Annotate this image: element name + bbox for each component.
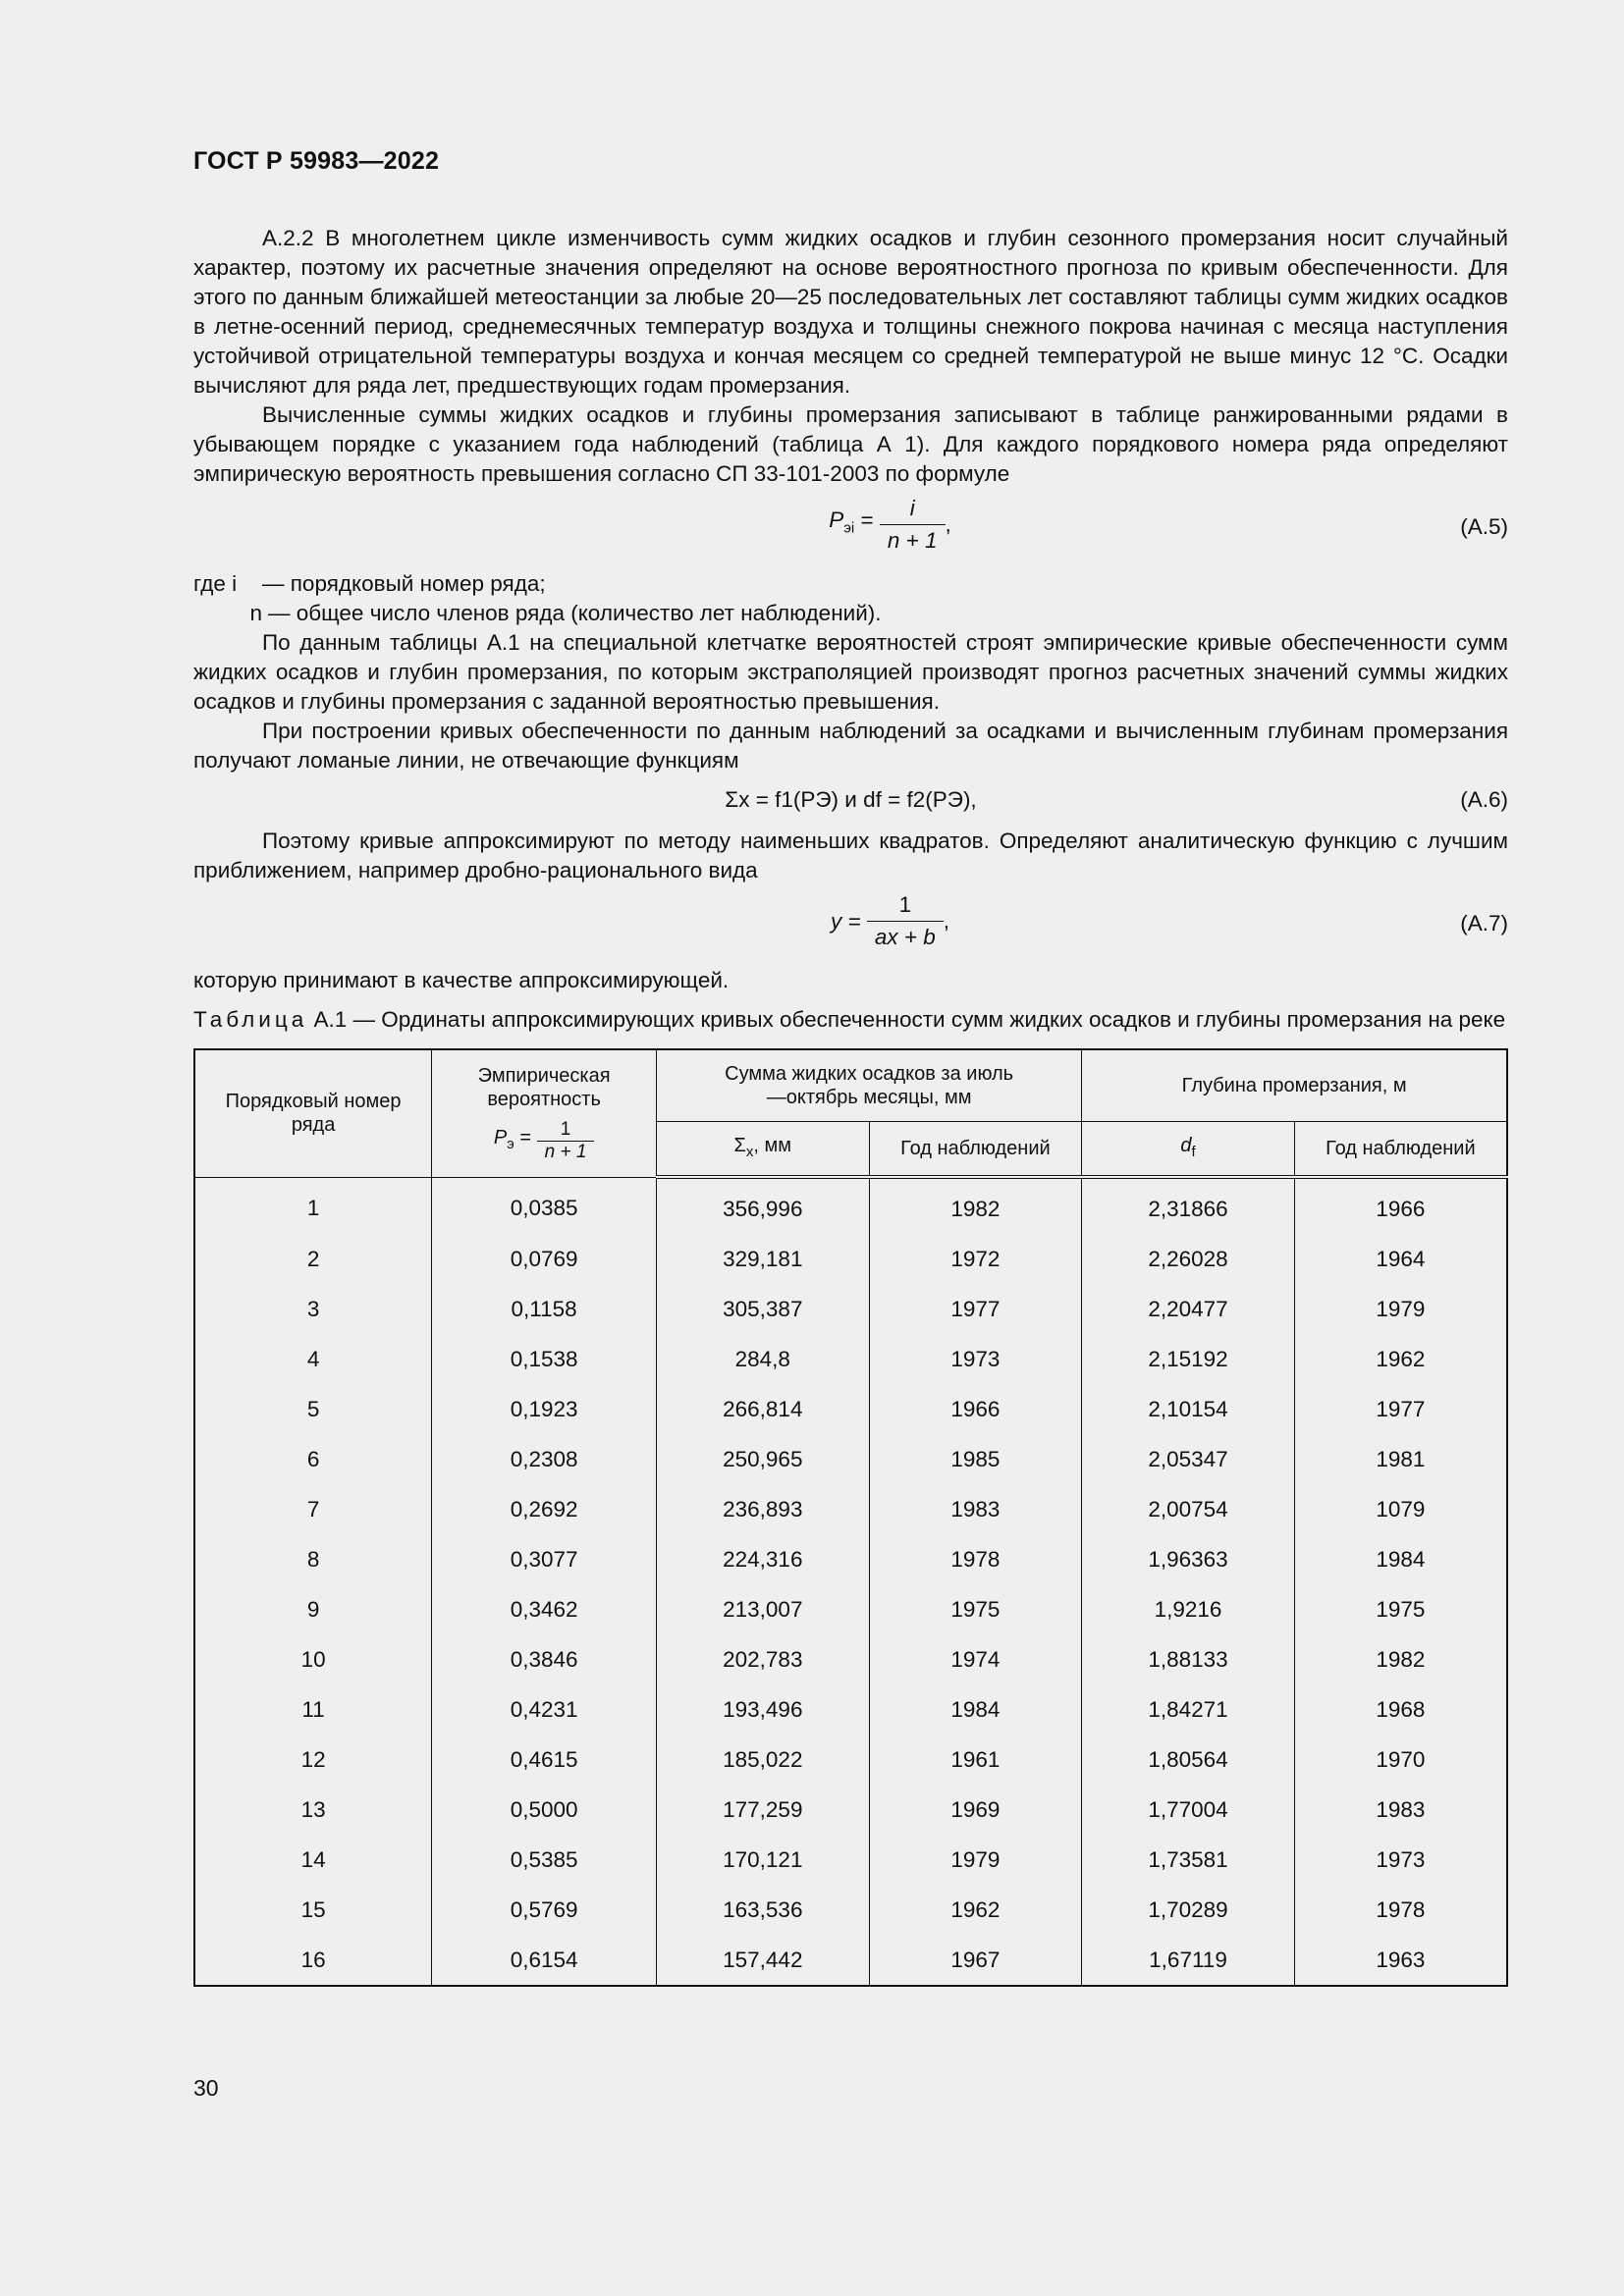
table-cell: 193,496 <box>657 1684 870 1735</box>
table-cell: 224,316 <box>657 1534 870 1584</box>
table-cell: 0,5385 <box>432 1835 657 1885</box>
table-cell: 2,00754 <box>1082 1484 1295 1534</box>
formula-a6 <box>193 781 1508 821</box>
table-cell: 157,442 <box>657 1935 870 1986</box>
table-cell: 1967 <box>869 1935 1082 1986</box>
table-caption-text: А.1 — Ординаты аппроксимирующих кривых обеспеченности сумм жидких осадков и глубины промерзания на реке <box>307 1007 1506 1032</box>
table-cell: 1984 <box>869 1684 1082 1735</box>
table-cell: 1972 <box>869 1234 1082 1284</box>
table-cell: 0,4615 <box>432 1735 657 1785</box>
table-cell: 16 <box>194 1935 432 1986</box>
table-cell: 329,181 <box>657 1234 870 1284</box>
paragraph-accepted: которую принимают в качестве аппроксимирующей. <box>193 968 730 992</box>
table-cell: 2 <box>194 1234 432 1284</box>
table-cell: 170,121 <box>657 1835 870 1885</box>
table-cell: 1964 <box>1294 1234 1507 1284</box>
formula-a7-label: (А.7) <box>1460 911 1508 935</box>
where-i-key: где i <box>193 571 238 596</box>
col-header-df <box>1082 1122 1295 1178</box>
table-cell: 356,996 <box>657 1177 870 1234</box>
table-cell: 1961 <box>869 1735 1082 1785</box>
table-cell: 3 <box>194 1284 432 1334</box>
col-group-freezing-depth: Глубина промерзания, м <box>1082 1049 1507 1122</box>
table-cell: 13 <box>194 1785 432 1835</box>
formula-a5-lhs-sub: эi <box>843 519 855 537</box>
table-row <box>194 1234 1507 1284</box>
formula-a5-lhs: P <box>829 507 844 533</box>
table-cell: 0,3462 <box>432 1584 657 1634</box>
table-cell: 0,2308 <box>432 1434 657 1484</box>
table-cell: 1,88133 <box>1082 1634 1295 1684</box>
col-header-probability-formula: $P_э$ = $\frac{1}{n + 1}$ <box>433 1119 655 1163</box>
table-row <box>194 1177 1507 1234</box>
paragraph-broken-lines: При построении кривых обеспеченности по данным наблюдений за осадками и вычисленным глубинам промерзания получают ломаные линии, не отвечающие функциям <box>193 719 1508 773</box>
prob-formula-fraction <box>537 1119 595 1163</box>
table-row <box>194 1785 1507 1835</box>
table-cell: 1975 <box>1294 1584 1507 1634</box>
table-cell: 1,67119 <box>1082 1935 1295 1986</box>
table-cell: 1974 <box>869 1634 1082 1684</box>
table-row <box>194 1534 1507 1584</box>
table-cell: 1,96363 <box>1082 1534 1295 1584</box>
table-cell: 1982 <box>1294 1634 1507 1684</box>
table-cell: 1983 <box>1294 1785 1507 1835</box>
table-row <box>194 1935 1507 1986</box>
data-table <box>193 1048 1508 1987</box>
table-row <box>194 1835 1507 1885</box>
table-cell: 202,783 <box>657 1634 870 1684</box>
col-group-precipitation: Сумма жидких осадков за июль—октябрь месяцы, мм <box>657 1049 1082 1122</box>
table-cell: 6 <box>194 1434 432 1484</box>
table-cell: 0,5000 <box>432 1785 657 1835</box>
where-block <box>193 569 1508 628</box>
table-cell: 305,387 <box>657 1284 870 1334</box>
table-cell: 1,80564 <box>1082 1735 1295 1785</box>
table-cell: 1985 <box>869 1434 1082 1484</box>
table-cell: 1969 <box>869 1785 1082 1835</box>
table-cell: 1079 <box>1294 1484 1507 1534</box>
table-row <box>194 1484 1507 1534</box>
table-cell: 0,1538 <box>432 1334 657 1384</box>
where-n-text: — общее число членов ряда (количество лет наблюдений). <box>268 601 882 625</box>
table-cell: 266,814 <box>657 1384 870 1434</box>
table-cell: 1963 <box>1294 1935 1507 1986</box>
formula-a6-text: Σx = f1(PЭ) и df = f2(PЭ), <box>725 787 977 812</box>
table-cell: 0,2692 <box>432 1484 657 1534</box>
prob-formula-den: n + 1 <box>544 1141 587 1162</box>
table-cell: 0,0769 <box>432 1234 657 1284</box>
table-cell: 1962 <box>1294 1334 1507 1384</box>
table-cell: 1978 <box>869 1534 1082 1584</box>
col-header-probability <box>432 1049 657 1177</box>
document-body <box>193 224 1508 1987</box>
formula-a7-tail: , <box>943 908 950 934</box>
where-i-text: — порядковый номер ряда; <box>262 571 546 596</box>
table-cell: 1984 <box>1294 1534 1507 1584</box>
table-cell: 0,1158 <box>432 1284 657 1334</box>
col-header-year-precip: Год наблюдений <box>869 1122 1082 1178</box>
table-cell: 10 <box>194 1634 432 1684</box>
table-cell: 1979 <box>869 1835 1082 1885</box>
table-cell: 1973 <box>1294 1835 1507 1885</box>
table-cell: 1,70289 <box>1082 1885 1295 1935</box>
formula-a7-numerator: 1 <box>867 889 944 922</box>
table-row <box>194 1735 1507 1785</box>
table-cell: 1981 <box>1294 1434 1507 1484</box>
table-caption <box>193 1005 1508 1035</box>
table-cell: 0,4231 <box>432 1684 657 1735</box>
table-cell: 1966 <box>869 1384 1082 1434</box>
table-cell: 1,9216 <box>1082 1584 1295 1634</box>
table-cell: 1,73581 <box>1082 1835 1295 1885</box>
table-cell: 1,77004 <box>1082 1785 1295 1835</box>
page-number: 30 <box>193 2075 219 2101</box>
table-cell: 1978 <box>1294 1885 1507 1935</box>
table-cell: 1983 <box>869 1484 1082 1534</box>
sigma-symbol: Σ <box>733 1134 746 1156</box>
col-header-probability-label: Эмпирическая вероятность <box>477 1064 611 1110</box>
table-caption-prefix: Таблица <box>193 1007 308 1032</box>
table-cell: 1 <box>194 1177 432 1234</box>
table-row <box>194 1284 1507 1334</box>
paragraph-approx: Поэтому кривые аппроксимируют по методу наименьших квадратов. Определяют аналитическую функцию с лучшим приближением, например дробно-рационального вида <box>193 828 1508 882</box>
prob-formula-num: 1 <box>537 1119 595 1142</box>
formula-a6-label: (А.6) <box>1460 787 1508 812</box>
table-cell: 9 <box>194 1584 432 1634</box>
table-cell: 0,3077 <box>432 1534 657 1584</box>
formula-a5: $P_{эi}$ = $\frac{i}{n + 1}$ , (А.5) <box>193 493 1508 569</box>
table-row <box>194 1634 1507 1684</box>
table-cell: 2,20477 <box>1082 1284 1295 1334</box>
formula-a5-fraction <box>880 493 946 557</box>
table-cell: 7 <box>194 1484 432 1534</box>
where-n-row <box>193 599 1508 628</box>
formula-a7-denominator: ax + b <box>874 925 936 949</box>
where-n-key: n <box>249 601 262 625</box>
paragraph-ranking: Вычисленные суммы жидких осадков и глубины промерзания записывают в таблице ранжированными рядами в убывающем порядке с указанием года наблюдений (таблица А 1). Для каждого порядкового номера ряда определяют эмпирическую вероятность превышения согласно СП 33-101-2003 по формуле <box>193 402 1508 486</box>
formula-a5-tail: , <box>945 511 951 537</box>
table-cell: 2,31866 <box>1082 1177 1295 1234</box>
prob-formula-lhs: P <box>493 1126 508 1148</box>
table-cell: 5 <box>194 1384 432 1434</box>
table-cell: 2,10154 <box>1082 1384 1295 1434</box>
table-cell: 14 <box>194 1835 432 1885</box>
table-cell: 1982 <box>869 1177 1082 1234</box>
table-cell: 2,26028 <box>1082 1234 1295 1284</box>
sigma-sub: x <box>745 1143 754 1160</box>
table-cell: 8 <box>194 1534 432 1584</box>
table-cell: 1,84271 <box>1082 1684 1295 1735</box>
table-cell: 1979 <box>1294 1284 1507 1334</box>
table-body <box>194 1177 1507 1986</box>
table-cell: 236,893 <box>657 1484 870 1534</box>
col-header-year-depth: Год наблюдений <box>1294 1122 1507 1178</box>
table-row <box>194 1584 1507 1634</box>
table-cell: 1968 <box>1294 1684 1507 1735</box>
table-cell: 2,05347 <box>1082 1434 1295 1484</box>
formula-a5-numerator: i <box>880 493 946 525</box>
table-row <box>194 1334 1507 1384</box>
where-i-row <box>193 569 1508 599</box>
table-cell: 0,6154 <box>432 1935 657 1986</box>
table-cell: 1977 <box>869 1284 1082 1334</box>
table-cell: 163,536 <box>657 1885 870 1935</box>
formula-a7-lhs: y = <box>830 908 861 934</box>
table-cell: 213,007 <box>657 1584 870 1634</box>
table-cell: 250,965 <box>657 1434 870 1484</box>
table-row <box>194 1434 1507 1484</box>
table-row <box>194 1384 1507 1434</box>
paragraph-curves: По данным таблицы А.1 на специальной клетчатке вероятностей строят эмпирические кривые обеспеченности сумм жидких осадков и глубин промерзания, по которым экстраполяцией производят прогноз расчетных значений суммы жидких осадков и глубины промерзания с заданной вероятностью превышения. <box>193 630 1508 714</box>
formula-a5-label: (А.5) <box>1460 514 1508 539</box>
df-sub: f <box>1191 1143 1196 1160</box>
table-cell: 4 <box>194 1334 432 1384</box>
table-cell: 1970 <box>1294 1735 1507 1785</box>
table-cell: 284,8 <box>657 1334 870 1384</box>
table-cell: 1977 <box>1294 1384 1507 1434</box>
table-cell: 0,1923 <box>432 1384 657 1434</box>
table-cell: 15 <box>194 1885 432 1935</box>
document-header: ГОСТ Р 59983—2022 <box>193 147 440 175</box>
table-cell: 0,0385 <box>432 1177 657 1234</box>
formula-a7 <box>193 889 1508 966</box>
df-symbol: d <box>1180 1134 1192 1156</box>
prob-formula-sub: э <box>507 1135 514 1152</box>
table-row <box>194 1684 1507 1735</box>
table-cell: 12 <box>194 1735 432 1785</box>
col-header-sigma <box>657 1122 870 1178</box>
table-cell: 177,259 <box>657 1785 870 1835</box>
table-cell: 1973 <box>869 1334 1082 1384</box>
table-cell: 0,5769 <box>432 1885 657 1935</box>
table-cell: 1975 <box>869 1584 1082 1634</box>
paragraph-a22: А.2.2 В многолетнем цикле изменчивость сумм жидких осадков и глубин сезонного промерзания носит случайный характер, поэтому их расчетные значения определяют на основе вероятностного прогноза по кривым обеспеченности. Для этого по данным ближайшей метеостанции за любые 20—25 последовательных лет составляют таблицы сумм жидких осадков в летне-осенний период, среднемесячных температур воздуха и толщины снежного покрова начиная с месяца наступления устойчивой отрицательной температуры воздуха и кончая месяцем со средней температурой не выше минус 12 °С. Осадки вычисляют для ряда лет, предшествующих годам промерзания. <box>193 226 1508 398</box>
formula-a5-denominator: n + 1 <box>887 528 938 553</box>
table-cell: 11 <box>194 1684 432 1735</box>
table-cell: 2,15192 <box>1082 1334 1295 1384</box>
col-header-row-number: Порядковый номер ряда <box>194 1049 432 1177</box>
table-cell: 1962 <box>869 1885 1082 1935</box>
table-cell: 185,022 <box>657 1735 870 1785</box>
table-cell: 0,3846 <box>432 1634 657 1684</box>
table-row <box>194 1885 1507 1935</box>
formula-a7-fraction <box>867 889 944 953</box>
table-cell: 1966 <box>1294 1177 1507 1234</box>
sigma-unit: , мм <box>753 1134 792 1156</box>
